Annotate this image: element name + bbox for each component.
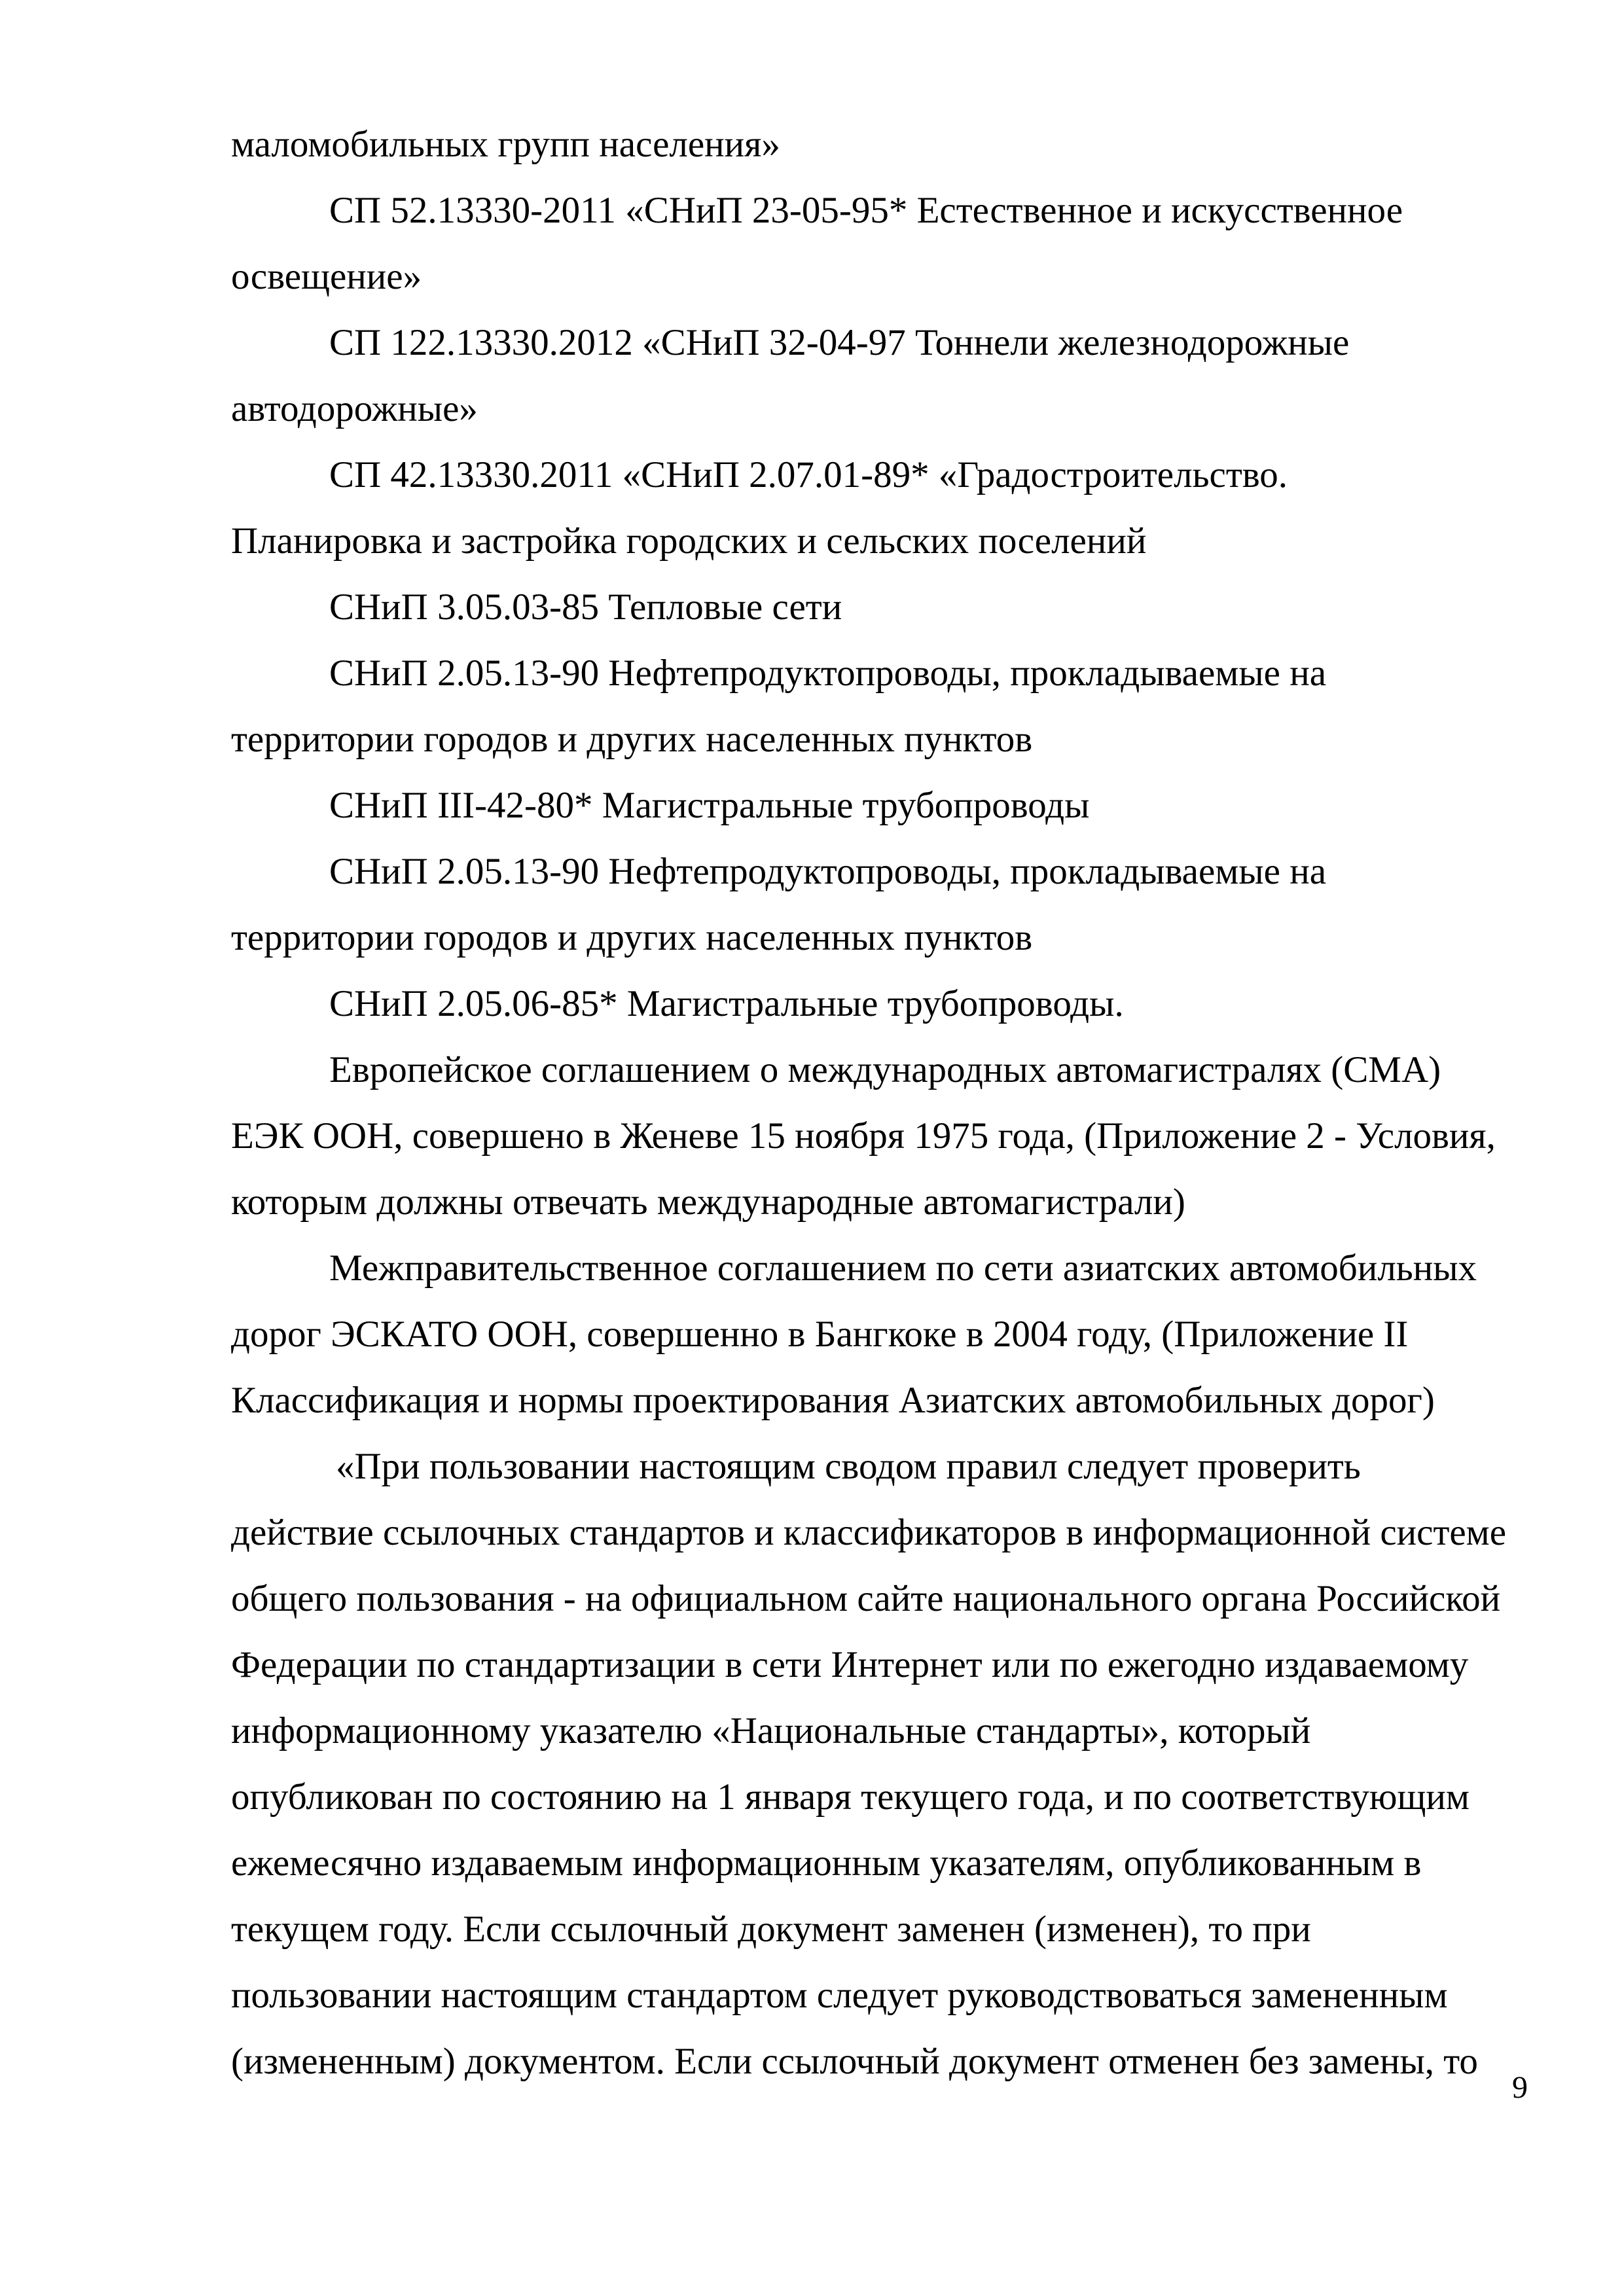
text-line: (измененным) документом. Если ссылочный документ отменен без замены, то <box>231 2041 1478 2082</box>
text-line: автодорожные» <box>231 388 478 429</box>
text-line: СНиП 2.05.06-85* Магистральные трубопроводы. <box>329 983 1124 1024</box>
text-line: Федерации по стандартизации в сети Интернет или по ежегодно издаваемому <box>231 1644 1469 1685</box>
text-line: освещение» <box>231 256 422 297</box>
text-line: текущем году. Если ссылочный документ заменен (изменен), то при <box>231 1909 1311 1950</box>
text-line: информационному указателю «Национальные стандарты», который <box>231 1710 1311 1751</box>
text-line: территории городов и других населенных пунктов <box>231 917 1033 958</box>
text-line: общего пользования - на официальном сайте национального органа Российской <box>231 1578 1501 1619</box>
text-line: СНиП 2.05.13-90 Нефтепродуктопроводы, прокладываемые на <box>329 653 1326 694</box>
text-line: которым должны отвечать международные автомагистрали) <box>231 1181 1185 1223</box>
text-line: пользовании настоящим стандартом следует руководствоваться замененным <box>231 1975 1448 2016</box>
document-body <box>231 111 1550 2094</box>
text-line: Межправительственное соглашением по сети азиатских автомобильных <box>329 1247 1477 1289</box>
text-line: СП 52.13330-2011 «СНиП 23-05-95* Естественное и искусственное <box>329 190 1403 231</box>
text-line: СНиП 3.05.03-85 Тепловые сети <box>329 586 842 628</box>
text-line: Классификация и нормы проектирования Азиатских автомобильных дорог) <box>231 1380 1435 1421</box>
text-line: территории городов и других населенных пунктов <box>231 719 1033 760</box>
text-line: СНиП III-42-80* Магистральные трубопроводы <box>329 785 1090 826</box>
text-line: опубликован по состоянию на 1 января текущего года, и по соответствующим <box>231 1776 1470 1818</box>
text-line: СНиП 2.05.13-90 Нефтепродуктопроводы, прокладываемые на <box>329 851 1326 892</box>
text-line: ЕЭК ООН, совершено в Женеве 15 ноября 1975 года, (Приложение 2 - Условия, <box>231 1115 1496 1157</box>
text-line: действие ссылочных стандартов и классификаторов в информационной системе <box>231 1512 1507 1553</box>
text-line: ежемесячно издаваемым информационным указателям, опубликованным в <box>231 1842 1422 1884</box>
text-line: дорог ЭСКАТО ООН, совершенно в Бангкоке в 2004 году, (Приложение II <box>231 1314 1409 1355</box>
text-line: «При пользовании настоящим сводом правил следует проверить <box>336 1446 1361 1487</box>
text-line: Европейское соглашением о международных автомагистралях (СМА) <box>329 1049 1441 1090</box>
text-line: Планировка и застройка городских и сельских поселений <box>231 520 1147 562</box>
page-number: 9 <box>1512 2070 1528 2105</box>
text-line: СП 42.13330.2011 «СНиП 2.07.01-89* «Градостроительство. <box>329 454 1288 495</box>
text-line: маломобильных групп населения» <box>231 124 780 165</box>
text-line: СП 122.13330.2012 «СНиП 32-04-97 Тоннели железнодорожные <box>329 322 1350 363</box>
